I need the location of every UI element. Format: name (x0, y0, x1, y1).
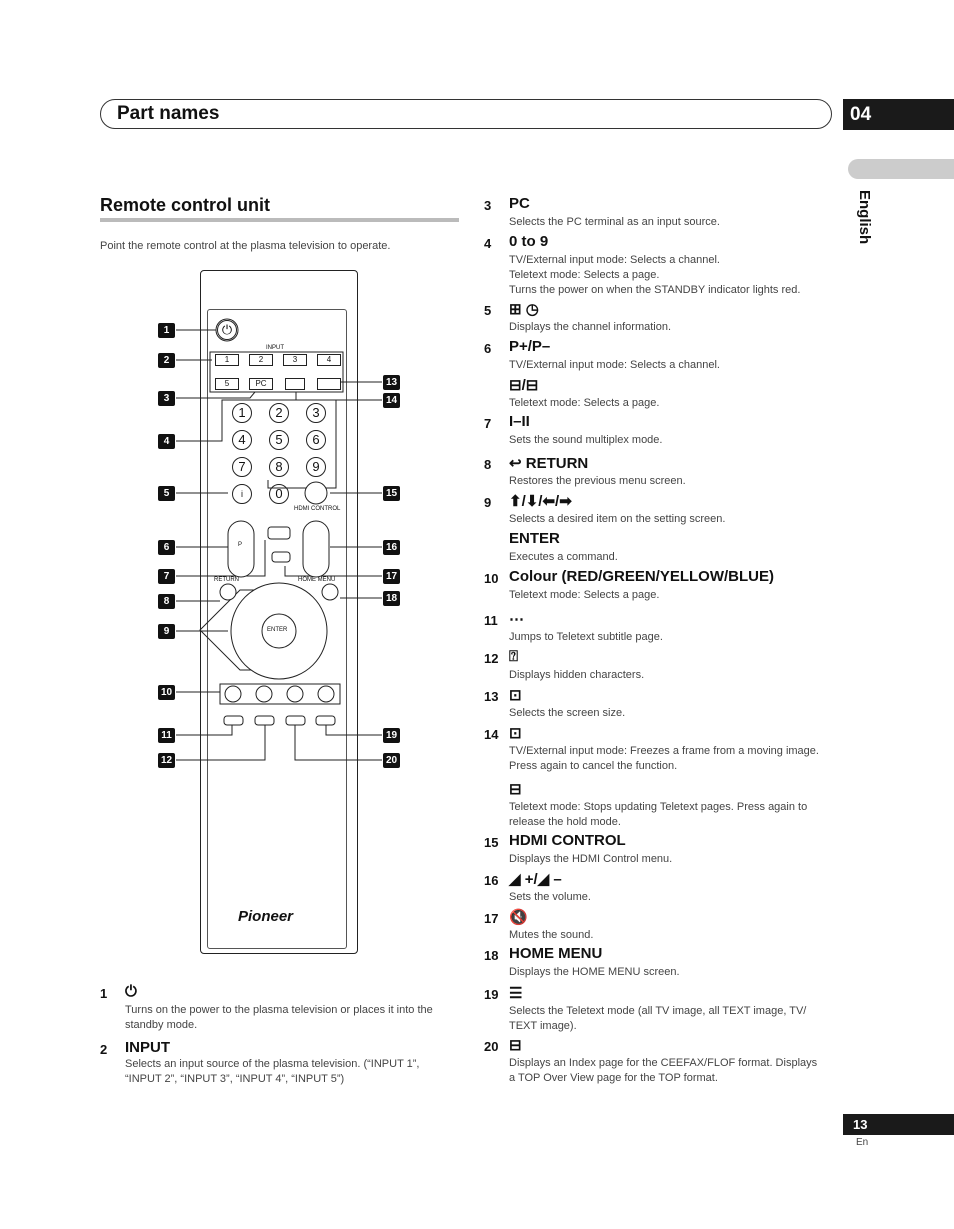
callout-5: 5 (158, 486, 175, 501)
callout-4: 4 (158, 434, 175, 449)
item-description: Sets the volume. (509, 891, 591, 903)
freeze-button[interactable] (285, 378, 305, 390)
home-menu-label: HOME MENU (298, 577, 336, 583)
digit-4-button[interactable]: 4 (232, 430, 252, 450)
item-description: Mutes the sound. (509, 929, 594, 941)
callout-11: 11 (158, 728, 175, 743)
callout-6: 6 (158, 540, 175, 555)
item-description: Selects the screen size. (509, 707, 626, 719)
item-title: ◢ +/◢ – (509, 871, 562, 888)
return-label: RETURN (214, 577, 239, 583)
section-intro: Point the remote control at the plasma television to operate. (100, 240, 391, 252)
item-title: P+/P– (509, 338, 551, 355)
callout-14: 14 (383, 393, 400, 408)
item-description: Selects the Teletext mode (all TV image, all TEXT image, TV/ (509, 1005, 807, 1017)
power-button[interactable] (217, 320, 237, 340)
item-description: Selects a desired item on the setting screen. (509, 513, 726, 525)
page-title: Part names (117, 103, 220, 124)
item-description: Restores the previous menu screen. (509, 475, 686, 487)
item-title: Colour (RED/GREEN/YELLOW/BLUE) (509, 568, 774, 585)
callout-18: 18 (383, 591, 400, 606)
callout-19: 19 (383, 728, 400, 743)
callout-16: 16 (383, 540, 400, 555)
callout-8: 8 (158, 594, 175, 609)
item-title: ⊟/⊟ (509, 377, 539, 394)
callout-2: 2 (158, 353, 175, 368)
section-title: Remote control unit (100, 195, 270, 215)
callout-7: 7 (158, 569, 175, 584)
item-description: Teletext mode: Selects a page. (509, 589, 660, 601)
item-description: Teletext mode: Selects a page. (509, 269, 660, 281)
item-title: ⋯ (509, 611, 524, 628)
item-title: ☰ (509, 985, 523, 1002)
item-description: Teletext mode: Stops updating Teletext pages. Press again to (509, 801, 808, 813)
digit-1-button[interactable]: 1 (232, 403, 252, 423)
digit-2-button[interactable]: 2 (269, 403, 289, 423)
digit-5-button[interactable]: 5 (269, 430, 289, 450)
digit-3-button[interactable]: 3 (306, 403, 326, 423)
item-description: Sets the sound multiplex mode. (509, 434, 663, 446)
item-title: ⊟ (509, 781, 522, 798)
enter-label[interactable]: ENTER (267, 627, 288, 633)
callout-20: 20 (383, 753, 400, 768)
callout-1: 1 (158, 323, 175, 338)
item-title: PC (509, 195, 530, 212)
item-title: ⊡ (509, 725, 522, 742)
input-4-button[interactable]: 4 (317, 354, 341, 366)
page-number: 13 (843, 1114, 954, 1135)
item-description: Jumps to Teletext subtitle page. (509, 631, 663, 643)
item-title: HOME MENU (509, 945, 603, 962)
item-description: Turns the power on when the STANDBY indicator lights red. (509, 284, 801, 296)
item-description: TV/External input mode: Selects a channel. (509, 254, 720, 266)
item-description: Displays hidden characters. (509, 669, 645, 681)
callout-15: 15 (383, 486, 400, 501)
item-description: Selects the PC terminal as an input source. (509, 216, 720, 228)
input-label: INPUT (266, 345, 284, 351)
language-label: English (856, 190, 873, 245)
p-label: P (238, 542, 243, 548)
pc-button[interactable]: PC (249, 378, 273, 390)
item-description: TV/External input mode: Freezes a frame from a moving image. (509, 745, 819, 757)
item-description: Displays the HOME MENU screen. (509, 966, 680, 978)
input-3-button[interactable]: 3 (283, 354, 307, 366)
callout-10: 10 (158, 685, 175, 700)
item-title: ↩ RETURN (509, 455, 589, 472)
page-lang: En (856, 1137, 869, 1148)
item-description: Displays the channel information. (509, 321, 672, 333)
item-title: 0 to 9 (509, 233, 549, 250)
item-title: HDMI CONTROL (509, 832, 626, 849)
item-title: ⍰ (509, 648, 519, 665)
callout-9: 9 (158, 624, 175, 639)
digit-8-button[interactable]: 8 (269, 457, 289, 477)
hdmi-control-label: HDMI CONTROL (294, 506, 341, 512)
item-title: I–II (509, 413, 530, 430)
input-1-button[interactable]: 1 (215, 354, 239, 366)
power-icon: ⏻ (125, 983, 137, 1000)
item-description: TV/External input mode: Selects a channel. (509, 359, 720, 371)
item-description: a TOP Over View page for the TOP format. (509, 1072, 718, 1084)
item-description: Executes a command. (509, 551, 618, 563)
digit-7-button[interactable]: 7 (232, 457, 252, 477)
item-title: ⊡ (509, 687, 522, 704)
brand-logo: Pioneer (238, 908, 294, 925)
callout-12: 12 (158, 753, 175, 768)
item-description: release the hold mode. (509, 816, 621, 828)
item-description: TEXT image). (509, 1020, 577, 1032)
item-description: Displays the HDMI Control menu. (509, 853, 673, 865)
info-button[interactable]: i (232, 484, 252, 504)
callout-3: 3 (158, 391, 175, 406)
item-title: ⊟ (509, 1037, 522, 1054)
power-icon: ⏻ (221, 322, 233, 337)
screen-size-button[interactable] (317, 378, 341, 390)
item-description: Displays an Index page for the CEEFAX/FLOF format. Displays (509, 1057, 818, 1069)
chapter-badge: 04 (843, 99, 954, 130)
callout-13: 13 (383, 375, 400, 390)
item-title: ⬆/⬇/⬅/➡ (509, 493, 572, 510)
digit-9-button[interactable]: 9 (306, 457, 326, 477)
input-5-button[interactable]: 5 (215, 378, 239, 390)
item-description: Teletext mode: Selects a page. (509, 397, 660, 409)
callout-17: 17 (383, 569, 400, 584)
item-title: ⊞ ◷ (509, 301, 539, 318)
item-title: ENTER (509, 530, 560, 547)
digit-6-button[interactable]: 6 (306, 430, 326, 450)
input-2-button[interactable]: 2 (249, 354, 273, 366)
item-description: Press again to cancel the function. (509, 760, 678, 772)
digit-0-button[interactable]: 0 (269, 484, 289, 504)
item-title: 🔇 (509, 909, 528, 926)
